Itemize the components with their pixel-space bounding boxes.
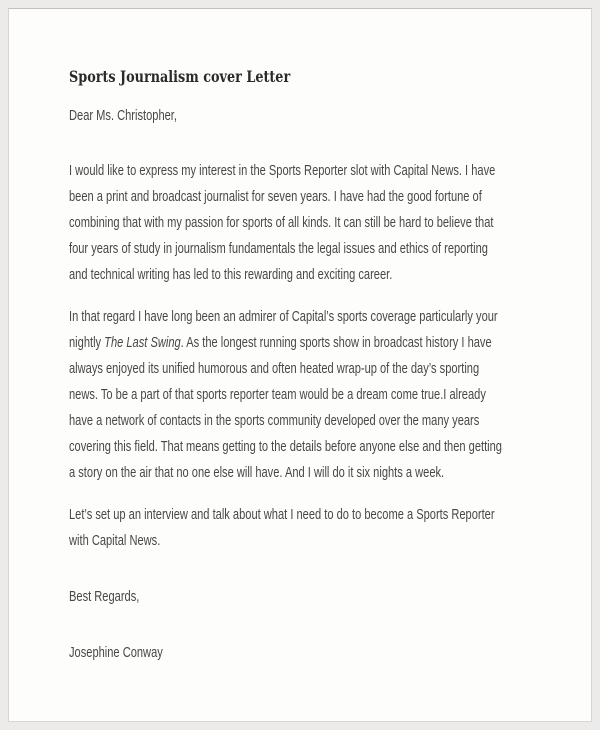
signature: Josephine Conway xyxy=(69,644,163,661)
letter-paragraph-2 xyxy=(69,304,551,486)
letter-paragraph-1 xyxy=(69,158,551,288)
text-line: with Capital News. xyxy=(69,532,161,549)
text-line: always enjoyed its unified humorous and often heated wrap-up of the day’s sporting xyxy=(69,360,480,377)
text-line: been a print and broadcast journalist for seven years. I have had the good fortune of xyxy=(69,188,482,205)
closing: Best Regards, xyxy=(69,588,140,605)
text-line: Let’s set up an interview and talk about what I need to do to become a Sports Reporter xyxy=(69,506,495,523)
document-page xyxy=(8,8,592,722)
text-line: In that regard I have long been an admirer of Capital’s sports coverage particularly your xyxy=(69,308,498,325)
text-line: I would like to express my interest in the Sports Reporter slot with Capital News. I have xyxy=(69,162,496,179)
text-line: and technical writing has led to this rewarding and exciting career. xyxy=(69,266,393,283)
text-line: four years of study in journalism fundamentals the legal issues and ethics of reporting xyxy=(69,240,488,257)
text-line: news. To be a part of that sports reporter team would be a dream come true.I already xyxy=(69,386,486,403)
letter-title: Sports Journalism cover Letter xyxy=(69,67,291,86)
text-line: a story on the air that no one else will have. And I will do it six nights a week. xyxy=(69,464,445,481)
letter-content xyxy=(9,9,591,666)
salutation: Dear Ms. Christopher, xyxy=(69,107,177,124)
text-line: combining that with my passion for sports of all kinds. It can still be hard to believe that xyxy=(69,214,494,231)
text-line: nightly The Last Swing. As the longest running sports show in broadcast history I have xyxy=(69,334,492,351)
letter-paragraph-3 xyxy=(69,502,551,554)
text-line: have a network of contacts in the sports community developed over the many years xyxy=(69,412,480,429)
text-line: covering this field. That means getting to the details before anyone else and then getting xyxy=(69,438,502,455)
